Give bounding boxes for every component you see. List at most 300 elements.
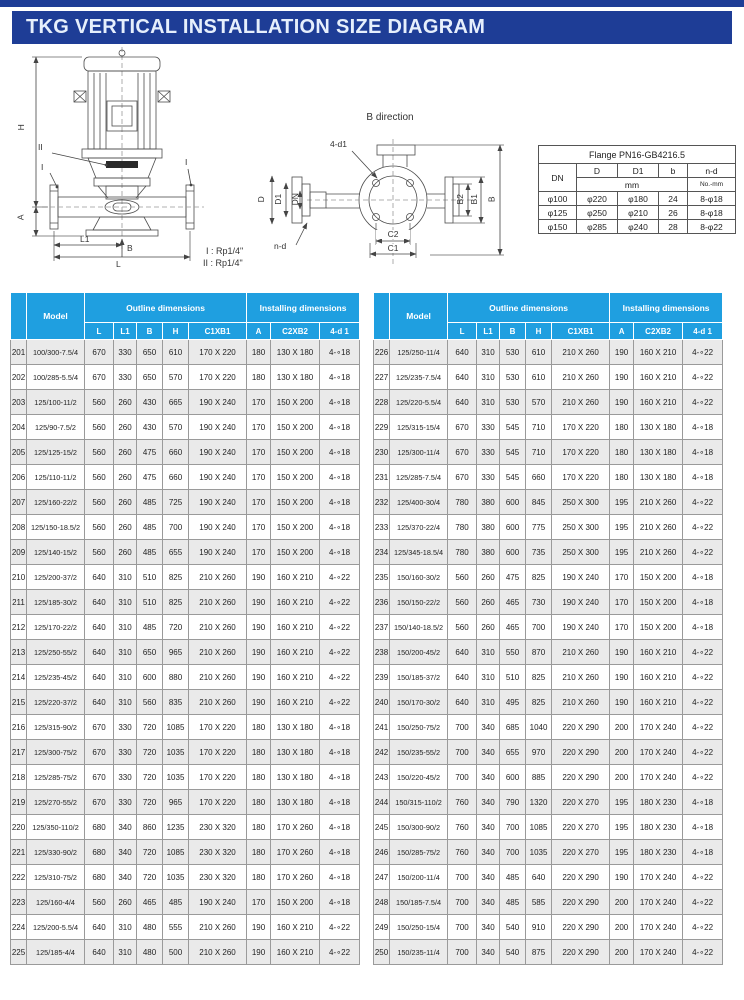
table-row <box>374 815 723 840</box>
a-cell: 180 <box>247 740 271 765</box>
bolt-cell: 4-∘18 <box>320 790 360 815</box>
label-B-right: B <box>486 196 497 203</box>
l1-cell: 330 <box>477 465 500 490</box>
a-cell: 180 <box>247 365 271 390</box>
l1-cell: 340 <box>477 740 500 765</box>
c1xb1-cell: 170 X 220 <box>189 365 247 390</box>
l1-cell: 310 <box>114 690 137 715</box>
c2xb2-cell: 150 X 200 <box>271 390 320 415</box>
table-row <box>11 365 360 390</box>
flange-col-d1: D1 <box>618 164 659 178</box>
h-cell: 710 <box>526 415 552 440</box>
h-cell: 610 <box>526 340 552 365</box>
table-row <box>11 665 360 690</box>
size-table-right <box>373 292 723 965</box>
c1xb1-cell: 220 X 270 <box>552 840 610 865</box>
pump-front-view-drawing <box>32 47 204 261</box>
l1-cell: 310 <box>477 390 500 415</box>
dn-cell: φ150 <box>539 220 577 234</box>
bolt-cell: 4-∘22 <box>683 690 723 715</box>
model-cell: 125/185-4/4 <box>27 940 85 965</box>
a-cell: 170 <box>247 540 271 565</box>
model-cell: 125/100-11/2 <box>27 390 85 415</box>
header-B: B <box>500 323 526 340</box>
c1xb1-cell: 220 X 290 <box>552 890 610 915</box>
label-L: L <box>116 259 121 269</box>
h-cell: 660 <box>526 465 552 490</box>
b-cell: 510 <box>137 590 163 615</box>
row-number: 203 <box>11 390 27 415</box>
h-cell: 965 <box>163 790 189 815</box>
l-cell: 670 <box>85 715 114 740</box>
l-cell: 670 <box>85 765 114 790</box>
bolt-cell: 4-∘18 <box>320 715 360 740</box>
table-row <box>374 740 723 765</box>
header-L: L <box>85 323 114 340</box>
model-cell: 150/235-55/2 <box>390 740 448 765</box>
b-cell: 475 <box>137 440 163 465</box>
bolt-cell: 4-∘18 <box>320 540 360 565</box>
a-cell: 170 <box>610 615 634 640</box>
l1-cell: 340 <box>114 840 137 865</box>
l1-cell: 310 <box>114 665 137 690</box>
a-cell: 200 <box>610 765 634 790</box>
b-cell: 540 <box>500 915 526 940</box>
a-cell: 200 <box>610 940 634 965</box>
header-4-d1: 4-d 1 <box>320 323 360 340</box>
bolt-cell: 4-∘18 <box>683 590 723 615</box>
b-cell: 720 <box>137 865 163 890</box>
c1xb1-cell: 190 X 240 <box>189 415 247 440</box>
h-cell: 885 <box>526 765 552 790</box>
c2xb2-cell: 170 X 240 <box>634 740 683 765</box>
b-cell: 28 <box>659 220 688 234</box>
model-cell: 125/310-75/2 <box>27 865 85 890</box>
row-number: 208 <box>11 515 27 540</box>
l-cell: 560 <box>85 440 114 465</box>
row-number: 205 <box>11 440 27 465</box>
table-row <box>11 690 360 715</box>
model-cell: 125/370-22/4 <box>390 515 448 540</box>
l-cell: 670 <box>448 465 477 490</box>
h-cell: 1035 <box>163 865 189 890</box>
label-DN: DN <box>289 193 300 206</box>
l1-cell: 260 <box>114 390 137 415</box>
bolt-cell: 4-∘22 <box>683 640 723 665</box>
model-cell: 100/300-7.5/4 <box>27 340 85 365</box>
l-cell: 640 <box>85 590 114 615</box>
row-number: 204 <box>11 415 27 440</box>
l-cell: 640 <box>448 340 477 365</box>
table-row <box>374 690 723 715</box>
b-cell: 720 <box>137 765 163 790</box>
table-row <box>11 765 360 790</box>
c2xb2-cell: 170 X 240 <box>634 765 683 790</box>
l1-cell: 260 <box>477 590 500 615</box>
c1xb1-cell: 210 X 260 <box>552 690 610 715</box>
row-number: 220 <box>11 815 27 840</box>
a-cell: 190 <box>247 915 271 940</box>
table-row <box>374 865 723 890</box>
bolt-cell: 4-∘18 <box>683 415 723 440</box>
bolt-cell: 4-∘22 <box>683 515 723 540</box>
l1-cell: 310 <box>114 615 137 640</box>
l1-cell: 330 <box>114 790 137 815</box>
c1xb1-cell: 170 X 220 <box>189 715 247 740</box>
diagram-section <box>0 45 744 290</box>
bolt-cell: 4-∘22 <box>320 615 360 640</box>
row-number: 216 <box>11 715 27 740</box>
c1xb1-cell: 170 X 220 <box>189 765 247 790</box>
model-cell: 125/200-37/2 <box>27 565 85 590</box>
l-cell: 670 <box>85 340 114 365</box>
h-cell: 1035 <box>526 840 552 865</box>
flange-col-dn: DN <box>539 164 577 192</box>
table-row <box>374 340 723 365</box>
table-row <box>11 540 360 565</box>
a-cell: 190 <box>610 365 634 390</box>
dn-cell: φ125 <box>539 206 577 220</box>
model-cell: 150/300-90/2 <box>390 815 448 840</box>
h-cell: 700 <box>526 615 552 640</box>
b-cell: 720 <box>137 715 163 740</box>
l-cell: 560 <box>85 415 114 440</box>
c2xb2-cell: 160 X 210 <box>271 940 320 965</box>
table-row <box>374 440 723 465</box>
table-row <box>539 220 736 234</box>
b-cell: 655 <box>500 740 526 765</box>
c1xb1-cell: 170 X 220 <box>189 740 247 765</box>
model-cell: 125/140-15/2 <box>27 540 85 565</box>
l1-cell: 260 <box>114 415 137 440</box>
row-number: 224 <box>11 915 27 940</box>
flange-col-nd: n-d <box>688 164 736 178</box>
model-cell: 150/285-75/2 <box>390 840 448 865</box>
c1xb1-cell: 230 X 320 <box>189 815 247 840</box>
l1-cell: 310 <box>114 565 137 590</box>
model-cell: 125/235-7.5/4 <box>390 365 448 390</box>
bolt-cell: 4-∘22 <box>320 690 360 715</box>
row-number: 230 <box>374 440 390 465</box>
a-cell: 170 <box>247 415 271 440</box>
c2xb2-cell: 150 X 200 <box>634 590 683 615</box>
a-cell: 195 <box>610 515 634 540</box>
c1xb1-cell: 210 X 260 <box>552 340 610 365</box>
table-row <box>11 915 360 940</box>
bolt-cell: 4-∘18 <box>320 490 360 515</box>
table-row <box>11 590 360 615</box>
l-cell: 640 <box>448 390 477 415</box>
c2xb2-cell: 160 X 210 <box>271 640 320 665</box>
c1xb1-cell: 190 X 240 <box>552 590 610 615</box>
n-d-cell: 8-φ18 <box>688 192 736 206</box>
header-A: A <box>610 323 634 340</box>
c1xb1-cell: 220 X 290 <box>552 940 610 965</box>
c1xb1-cell: 190 X 240 <box>189 540 247 565</box>
h-cell: 1320 <box>526 790 552 815</box>
c2xb2-cell: 180 X 230 <box>634 815 683 840</box>
c1xb1-cell: 250 X 300 <box>552 515 610 540</box>
header-C1XB1: C1XB1 <box>189 323 247 340</box>
a-cell: 190 <box>610 865 634 890</box>
bolt-cell: 4-∘18 <box>320 465 360 490</box>
b-cell: 475 <box>137 465 163 490</box>
header-blank <box>374 293 390 340</box>
model-cell: 125/220-5.5/4 <box>390 390 448 415</box>
model-cell: 150/185-37/2 <box>390 665 448 690</box>
l1-cell: 310 <box>114 640 137 665</box>
c2xb2-cell: 150 X 200 <box>271 440 320 465</box>
model-cell: 150/220-45/2 <box>390 765 448 790</box>
l-cell: 700 <box>448 915 477 940</box>
c2xb2-cell: 130 X 180 <box>271 790 320 815</box>
row-number: 245 <box>374 815 390 840</box>
table-row <box>374 840 723 865</box>
page-title-bar <box>12 11 732 44</box>
h-cell: 775 <box>526 515 552 540</box>
c1xb1-cell: 210 X 260 <box>189 565 247 590</box>
model-cell: 150/250-15/4 <box>390 915 448 940</box>
bolt-cell: 4-∘22 <box>320 565 360 590</box>
h-cell: 880 <box>163 665 189 690</box>
header-outline-dimensions: Outline dimensions <box>448 293 610 323</box>
bolt-cell: 4-∘18 <box>320 440 360 465</box>
label-D: D <box>255 196 266 203</box>
c2xb2-cell: 130 X 180 <box>271 365 320 390</box>
a-cell: 170 <box>247 440 271 465</box>
a-cell: 180 <box>247 715 271 740</box>
b-cell: 650 <box>137 365 163 390</box>
c2xb2-cell: 130 X 180 <box>271 740 320 765</box>
table-row <box>11 815 360 840</box>
a-cell: 195 <box>610 790 634 815</box>
a-cell: 170 <box>247 390 271 415</box>
h-cell: 570 <box>526 390 552 415</box>
a-cell: 180 <box>610 415 634 440</box>
d1-cell: φ210 <box>618 206 659 220</box>
dn-cell: φ100 <box>539 192 577 206</box>
row-number: 238 <box>374 640 390 665</box>
flange-unit-nd: No.-mm <box>688 178 736 192</box>
l-cell: 760 <box>448 790 477 815</box>
a-cell: 190 <box>247 665 271 690</box>
bolt-cell: 4-∘18 <box>320 390 360 415</box>
c2xb2-cell: 160 X 210 <box>634 665 683 690</box>
row-number: 247 <box>374 865 390 890</box>
h-cell: 730 <box>526 590 552 615</box>
c2xb2-cell: 130 X 180 <box>271 340 320 365</box>
row-number: 227 <box>374 365 390 390</box>
table-row <box>374 915 723 940</box>
l1-cell: 260 <box>114 890 137 915</box>
table-row <box>11 415 360 440</box>
c2xb2-cell: 130 X 180 <box>634 440 683 465</box>
model-cell: 125/350-110/2 <box>27 815 85 840</box>
a-cell: 170 <box>610 565 634 590</box>
row-number: 226 <box>374 340 390 365</box>
table-row <box>374 540 723 565</box>
row-number: 222 <box>11 865 27 890</box>
b-cell: 720 <box>137 740 163 765</box>
row-number: 234 <box>374 540 390 565</box>
l1-cell: 330 <box>114 715 137 740</box>
c2xb2-cell: 130 X 180 <box>634 415 683 440</box>
c2xb2-cell: 160 X 210 <box>634 690 683 715</box>
a-cell: 195 <box>610 815 634 840</box>
l1-cell: 260 <box>114 515 137 540</box>
l-cell: 640 <box>448 365 477 390</box>
n-d-cell: 8-φ22 <box>688 220 736 234</box>
b-cell: 465 <box>500 590 526 615</box>
l-cell: 700 <box>448 890 477 915</box>
bolt-cell: 4-∘22 <box>320 590 360 615</box>
l-cell: 640 <box>85 665 114 690</box>
row-number: 241 <box>374 715 390 740</box>
a-cell: 190 <box>610 640 634 665</box>
l1-cell: 340 <box>477 765 500 790</box>
table-row <box>11 865 360 890</box>
c1xb1-cell: 170 X 220 <box>552 465 610 490</box>
bolt-cell: 4-∘22 <box>683 915 723 940</box>
table-row <box>374 390 723 415</box>
model-cell: 125/285-75/2 <box>27 765 85 790</box>
l-cell: 670 <box>448 440 477 465</box>
row-number: 233 <box>374 515 390 540</box>
h-cell: 655 <box>163 540 189 565</box>
bolt-cell: 4-∘18 <box>320 340 360 365</box>
c2xb2-cell: 160 X 210 <box>271 690 320 715</box>
a-cell: 190 <box>610 690 634 715</box>
n-d-cell: 8-φ18 <box>688 206 736 220</box>
row-number: 232 <box>374 490 390 515</box>
row-number: 215 <box>11 690 27 715</box>
a-cell: 180 <box>610 440 634 465</box>
table-row <box>374 640 723 665</box>
label-n-d: n-d <box>274 241 287 251</box>
h-cell: 1035 <box>163 765 189 790</box>
row-number: 210 <box>11 565 27 590</box>
label-4-d1: 4-d1 <box>330 139 348 149</box>
model-cell: 125/200-5.5/4 <box>27 915 85 940</box>
h-cell: 1085 <box>526 815 552 840</box>
flange-table <box>538 145 736 234</box>
h-cell: 870 <box>526 640 552 665</box>
header-H: H <box>526 323 552 340</box>
table-row <box>11 465 360 490</box>
table-row <box>374 790 723 815</box>
table-row <box>374 890 723 915</box>
l1-cell: 310 <box>114 940 137 965</box>
l-cell: 560 <box>85 890 114 915</box>
row-number: 228 <box>374 390 390 415</box>
b-cell: 26 <box>659 206 688 220</box>
a-cell: 170 <box>610 590 634 615</box>
l-cell: 670 <box>85 365 114 390</box>
h-cell: 1035 <box>163 740 189 765</box>
bolt-cell: 4-∘22 <box>683 715 723 740</box>
label-I-left: I <box>41 162 44 172</box>
label-L1: L1 <box>80 234 90 244</box>
c2xb2-cell: 170 X 260 <box>271 815 320 840</box>
c2xb2-cell: 160 X 210 <box>271 565 320 590</box>
h-cell: 825 <box>526 565 552 590</box>
c1xb1-cell: 190 X 240 <box>189 890 247 915</box>
c2xb2-cell: 150 X 200 <box>271 490 320 515</box>
bolt-cell: 4-∘22 <box>683 365 723 390</box>
h-cell: 725 <box>163 490 189 515</box>
model-cell: 125/160-4/4 <box>27 890 85 915</box>
a-cell: 180 <box>247 840 271 865</box>
model-cell: 150/200-45/2 <box>390 640 448 665</box>
l1-cell: 330 <box>114 740 137 765</box>
b-cell: 485 <box>137 515 163 540</box>
b-cell: 650 <box>137 340 163 365</box>
l1-cell: 380 <box>477 490 500 515</box>
model-cell: 100/285-5.5/4 <box>27 365 85 390</box>
label-H: H <box>15 124 26 131</box>
row-number: 235 <box>374 565 390 590</box>
row-number: 211 <box>11 590 27 615</box>
row-number: 214 <box>11 665 27 690</box>
c2xb2-cell: 160 X 210 <box>634 390 683 415</box>
l-cell: 640 <box>448 690 477 715</box>
model-cell: 125/170-22/2 <box>27 615 85 640</box>
b-cell: 600 <box>500 490 526 515</box>
c2xb2-cell: 150 X 200 <box>634 565 683 590</box>
b-cell: 485 <box>500 865 526 890</box>
row-number: 237 <box>374 615 390 640</box>
l-cell: 560 <box>85 515 114 540</box>
c1xb1-cell: 210 X 260 <box>189 665 247 690</box>
c2xb2-cell: 160 X 210 <box>271 615 320 640</box>
h-cell: 570 <box>163 365 189 390</box>
a-cell: 180 <box>247 865 271 890</box>
model-cell: 125/400-30/4 <box>390 490 448 515</box>
l-cell: 560 <box>85 540 114 565</box>
model-cell: 150/150-22/2 <box>390 590 448 615</box>
c1xb1-cell: 220 X 290 <box>552 740 610 765</box>
c2xb2-cell: 170 X 260 <box>271 865 320 890</box>
l-cell: 560 <box>448 590 477 615</box>
label-B-front: B <box>127 243 133 253</box>
table-row <box>374 415 723 440</box>
h-cell: 825 <box>163 590 189 615</box>
bolt-cell: 4-∘18 <box>683 815 723 840</box>
l1-cell: 340 <box>477 790 500 815</box>
l-cell: 680 <box>85 840 114 865</box>
header-L: L <box>448 323 477 340</box>
l-cell: 780 <box>448 515 477 540</box>
c2xb2-cell: 160 X 210 <box>271 665 320 690</box>
h-cell: 640 <box>526 865 552 890</box>
l1-cell: 260 <box>477 615 500 640</box>
row-number: 218 <box>11 765 27 790</box>
a-cell: 190 <box>610 340 634 365</box>
c1xb1-cell: 220 X 290 <box>552 865 610 890</box>
table-row <box>539 206 736 220</box>
l-cell: 640 <box>85 615 114 640</box>
table-row <box>11 490 360 515</box>
a-cell: 195 <box>610 840 634 865</box>
l-cell: 670 <box>448 415 477 440</box>
table-row <box>374 565 723 590</box>
l1-cell: 260 <box>477 565 500 590</box>
l-cell: 700 <box>448 865 477 890</box>
bolt-cell: 4-∘22 <box>683 540 723 565</box>
a-cell: 190 <box>247 615 271 640</box>
l-cell: 640 <box>85 640 114 665</box>
bolt-cell: 4-∘18 <box>320 415 360 440</box>
